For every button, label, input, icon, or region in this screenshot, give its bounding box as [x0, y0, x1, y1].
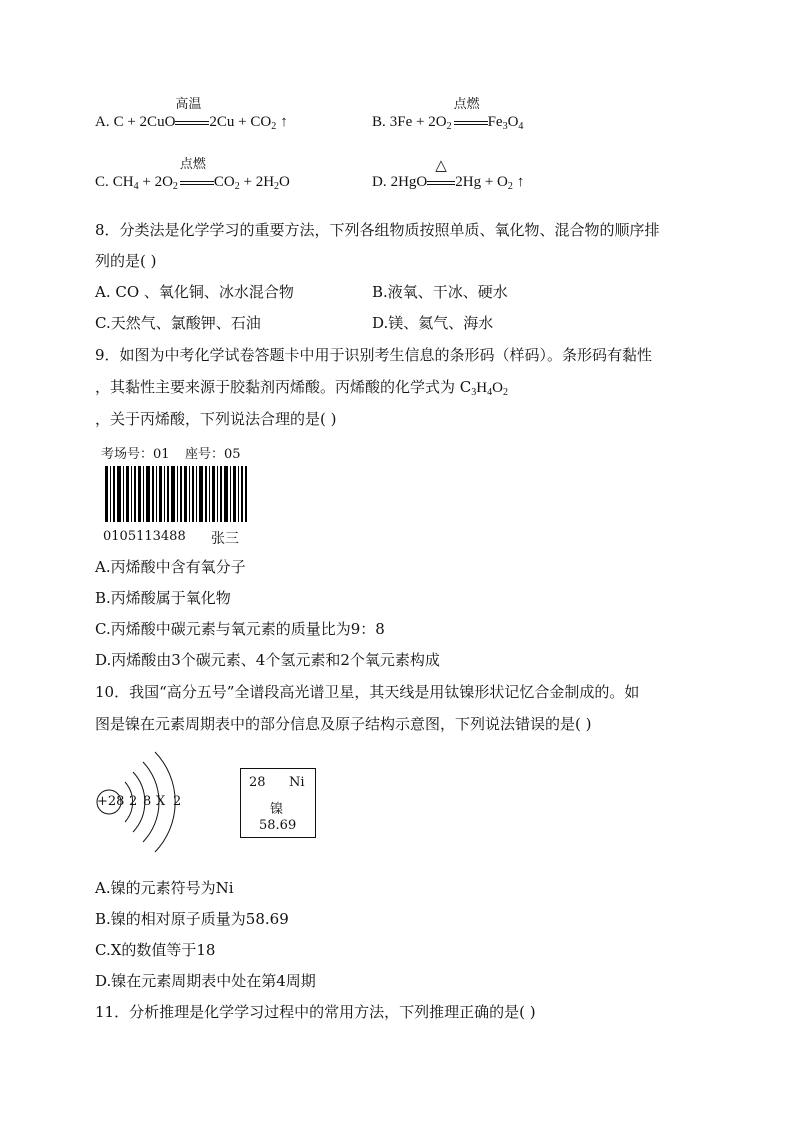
reaction-arrow: △ — [427, 172, 455, 192]
barcode-image — [105, 466, 247, 522]
shell-2-electrons: 8 — [143, 794, 152, 809]
q7-option-a: A. C + 2CuO 高温 $2Cu + CO_2$ ↑ — [95, 97, 288, 132]
atomic-mass: 58.69 — [259, 818, 297, 833]
q10-stem-line1: 10．我国“高分五号”全谱段高光谱卫星，其天线是用钛镍形状记忆合金制成的。如 — [95, 683, 640, 701]
q10-option-c: C.X的数值等于18 — [95, 941, 216, 959]
element-symbol: Ni — [289, 775, 305, 790]
atomic-number: 28 — [249, 775, 266, 790]
q8-option-d: D.镁、氦气、海水 — [372, 314, 494, 332]
q7-option-c: C. $CH_4 + 2O_2$ 点燃 $CO_2 + 2H_2O$ — [95, 157, 290, 192]
element-name: 镍 — [270, 802, 284, 817]
q7-option-b: B. $3Fe + 2O_2$ 点燃 $Fe_3O_4$ — [372, 97, 524, 132]
barcode-number: 0105113488 — [103, 529, 186, 544]
q11-stem-line1: 11．分析推理是化学学习过程中的常用方法，下列推理正确的是( ) — [95, 1003, 536, 1021]
q10-stem-line2: 图是镍在元素周期表中的部分信息及原子结构示意图，下列说法错误的是( ) — [95, 715, 592, 733]
q8-option-c: C.天然气、氯酸钾、石油 — [95, 314, 261, 332]
shell-4-electrons: 2 — [173, 794, 182, 809]
q9-stem-line3: ，关于丙烯酸，下列说法合理的是( ) — [95, 410, 337, 428]
nucleus-charge: +28 — [97, 794, 125, 809]
q10-option-d: D.镍在元素周期表中处在第4周期 — [95, 972, 316, 990]
q8-option-b: B.液氧、干冰、硬水 — [372, 283, 508, 301]
q10-option-a: A.镍的元素符号为Ni — [95, 879, 234, 897]
q9-stem-line2: ，其黏性主要来源于胶黏剂丙烯酸。丙烯酸的化学式为 $C_3H_4O_2$ — [95, 378, 508, 398]
q9-option-c: C.丙烯酸中碳元素与氧元素的质量比为9：8 — [95, 620, 385, 638]
atom-structure-diagram — [95, 745, 205, 855]
reaction-arrow: 点燃 — [454, 112, 488, 132]
q9-stem-line1: 9．如图为中考化学试卷答题卡中用于识别考生信息的条形码（样码）。条形码有黏性 — [95, 346, 653, 364]
barcode-name: 张三 — [211, 531, 239, 547]
barcode-seat: 座号：05 — [185, 447, 241, 462]
barcode-exam-room: 考场号：01 — [101, 447, 170, 462]
q8-stem-line2: 列的是( ) — [95, 252, 157, 270]
shell-1-electrons: 2 — [129, 794, 138, 809]
q8-stem-line1: 8．分类法是化学学习的重要方法，下列各组物质按照单质、氧化物、混合物的顺序排 — [95, 221, 660, 239]
reaction-arrow: 高温 — [175, 112, 209, 132]
q9-option-d: D.丙烯酸由3个碳元素、4个氢元素和2个氧元素构成 — [95, 651, 440, 669]
q7-option-d: D. 2HgO △ $2Hg + O_2$ ↑ — [372, 156, 525, 192]
periodic-table-cell — [240, 768, 316, 838]
q10-option-b: B.镍的相对原子质量为58.69 — [95, 910, 289, 928]
q8-option-a: A. CO 、氧化铜、冰水混合物 — [95, 283, 294, 301]
q9-option-a: A.丙烯酸中含有氧分子 — [95, 558, 246, 576]
q9-option-b: B.丙烯酸属于氧化物 — [95, 589, 231, 607]
reaction-arrow: 点燃 — [180, 172, 214, 192]
shell-3-electrons: X — [156, 794, 166, 809]
